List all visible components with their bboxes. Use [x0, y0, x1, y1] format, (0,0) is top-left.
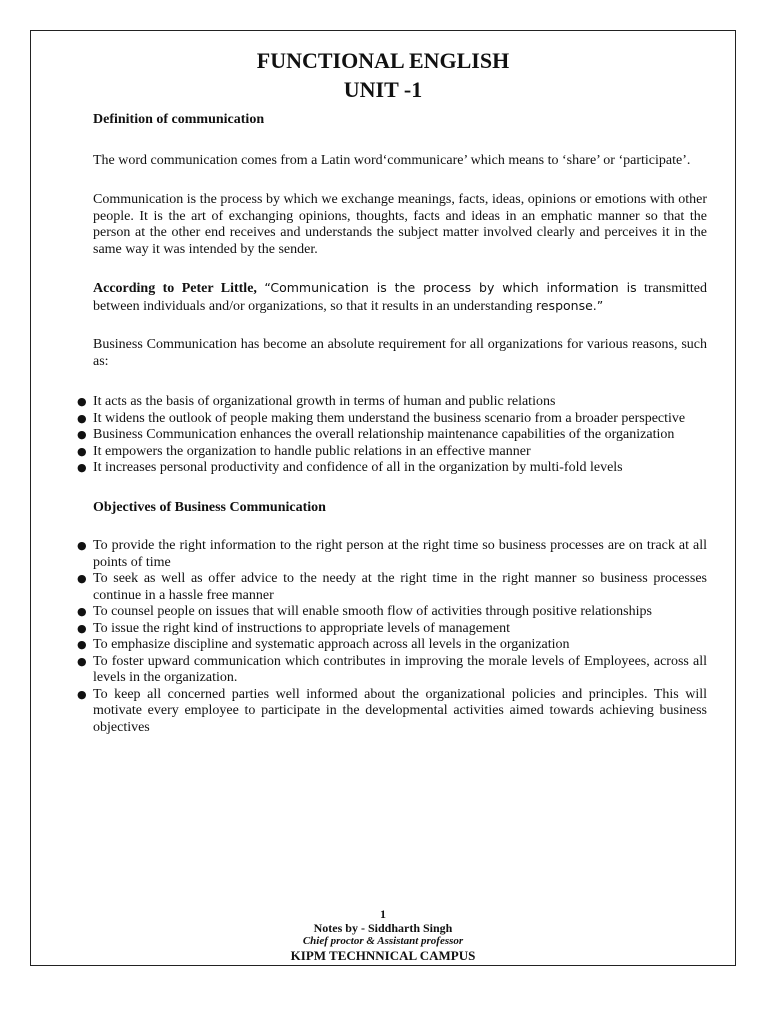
list-item: ● To seek as well as offer advice to the needy at the right time in the right manner so business processes continue in a hassle free manner — [77, 571, 707, 603]
bullet-icon: ● — [77, 621, 87, 635]
bullet-icon: ● — [77, 461, 87, 474]
bullet-icon: ● — [77, 572, 87, 585]
list-item: ● To issue the right kind of instructions to appropriate levels of management — [77, 620, 510, 636]
bullet-icon: ● — [77, 654, 87, 668]
process-paragraph: Communication is the process by which we exchange meanings, facts, ideas, opinions or emotions with other people. It is the art of exchanging opinions, thoughts, facts and ideas in an emphatic manner so that the person at the other end receives and understands the subject matter involved clearly and perceives it in the same way it was intended by the sender. — [93, 192, 707, 257]
bullet-icon: ● — [77, 444, 87, 458]
reasons-list — [77, 394, 707, 477]
quote-text-end: response.” — [536, 297, 604, 313]
list-item: ● It empowers the organization to handle public relations in an effective manner — [77, 443, 531, 459]
bullet-icon: ● — [77, 411, 87, 425]
bullet-icon: ● — [77, 539, 87, 552]
list-item: ● It acts as the basis of organizational growth in terms of human and public relations — [77, 394, 556, 409]
list-item: ● To provide the right information to the right person at the right time so business processes are on track at all points of time — [77, 538, 707, 570]
list-item: ● It increases personal productivity and confidence of all in the organization by multi-fold levels — [77, 460, 623, 475]
bullet-icon: ● — [77, 687, 87, 701]
list-item: ● Business Communication enhances the overall relationship maintenance capabilities of the organization — [77, 427, 675, 442]
quote-text-start: “Communication is the process by which information is — [264, 280, 637, 295]
objectives-list — [77, 538, 707, 736]
definition-heading: Definition of communication — [93, 112, 265, 127]
quote-text-middle: transmitted between individuals and/or organizations, so that it results in an understanding — [93, 281, 708, 314]
list-item: ● To emphasize discipline and systematic approach across all levels in the organization — [77, 637, 570, 652]
quote-attribution: According to Peter Little, — [93, 281, 257, 296]
document-page — [30, 30, 736, 966]
bullet-icon: ● — [77, 395, 87, 408]
list-item: ● To keep all concerned parties well informed about the organizational policies and principles. This will motivate every employee to participate in the developmental activities aimed towards achieving business objectives — [77, 686, 707, 735]
footer-role: Chief proctor & Assistant professor — [302, 935, 464, 947]
list-item: ● It widens the outlook of people making them understand the business scenario from a broader perspective — [77, 410, 686, 426]
objectives-heading: Objectives of Business Communication — [93, 499, 326, 515]
list-item: ● To foster upward communication which contributes in improving the morale levels of Employees, across all levels in the organization. — [77, 653, 707, 685]
bullet-icon: ● — [77, 638, 87, 651]
page-number: 1 — [380, 907, 386, 921]
peter-little-quote — [93, 280, 707, 315]
business-communication-paragraph: Business Communication has become an absolute requirement for all organizations for various reasons, such as: — [93, 337, 707, 369]
list-item: ● To counsel people on issues that will enable smooth flow of activities through positive relationships — [77, 604, 652, 619]
document-body — [77, 112, 708, 736]
document-title: FUNCTIONAL ENGLISH — [256, 48, 510, 73]
footer-author: Notes by - Siddharth Singh — [313, 921, 453, 935]
bullet-icon: ● — [77, 605, 87, 618]
bullet-icon: ● — [77, 428, 87, 441]
footer-campus: KIPM TECHNNICAL CAMPUS — [290, 948, 476, 963]
unit-title: UNIT -1 — [343, 77, 423, 102]
latin-origin-paragraph: The word communication comes from a Latin word‘communicare’ which means to ‘share’ or ‘participate’. — [93, 152, 691, 168]
